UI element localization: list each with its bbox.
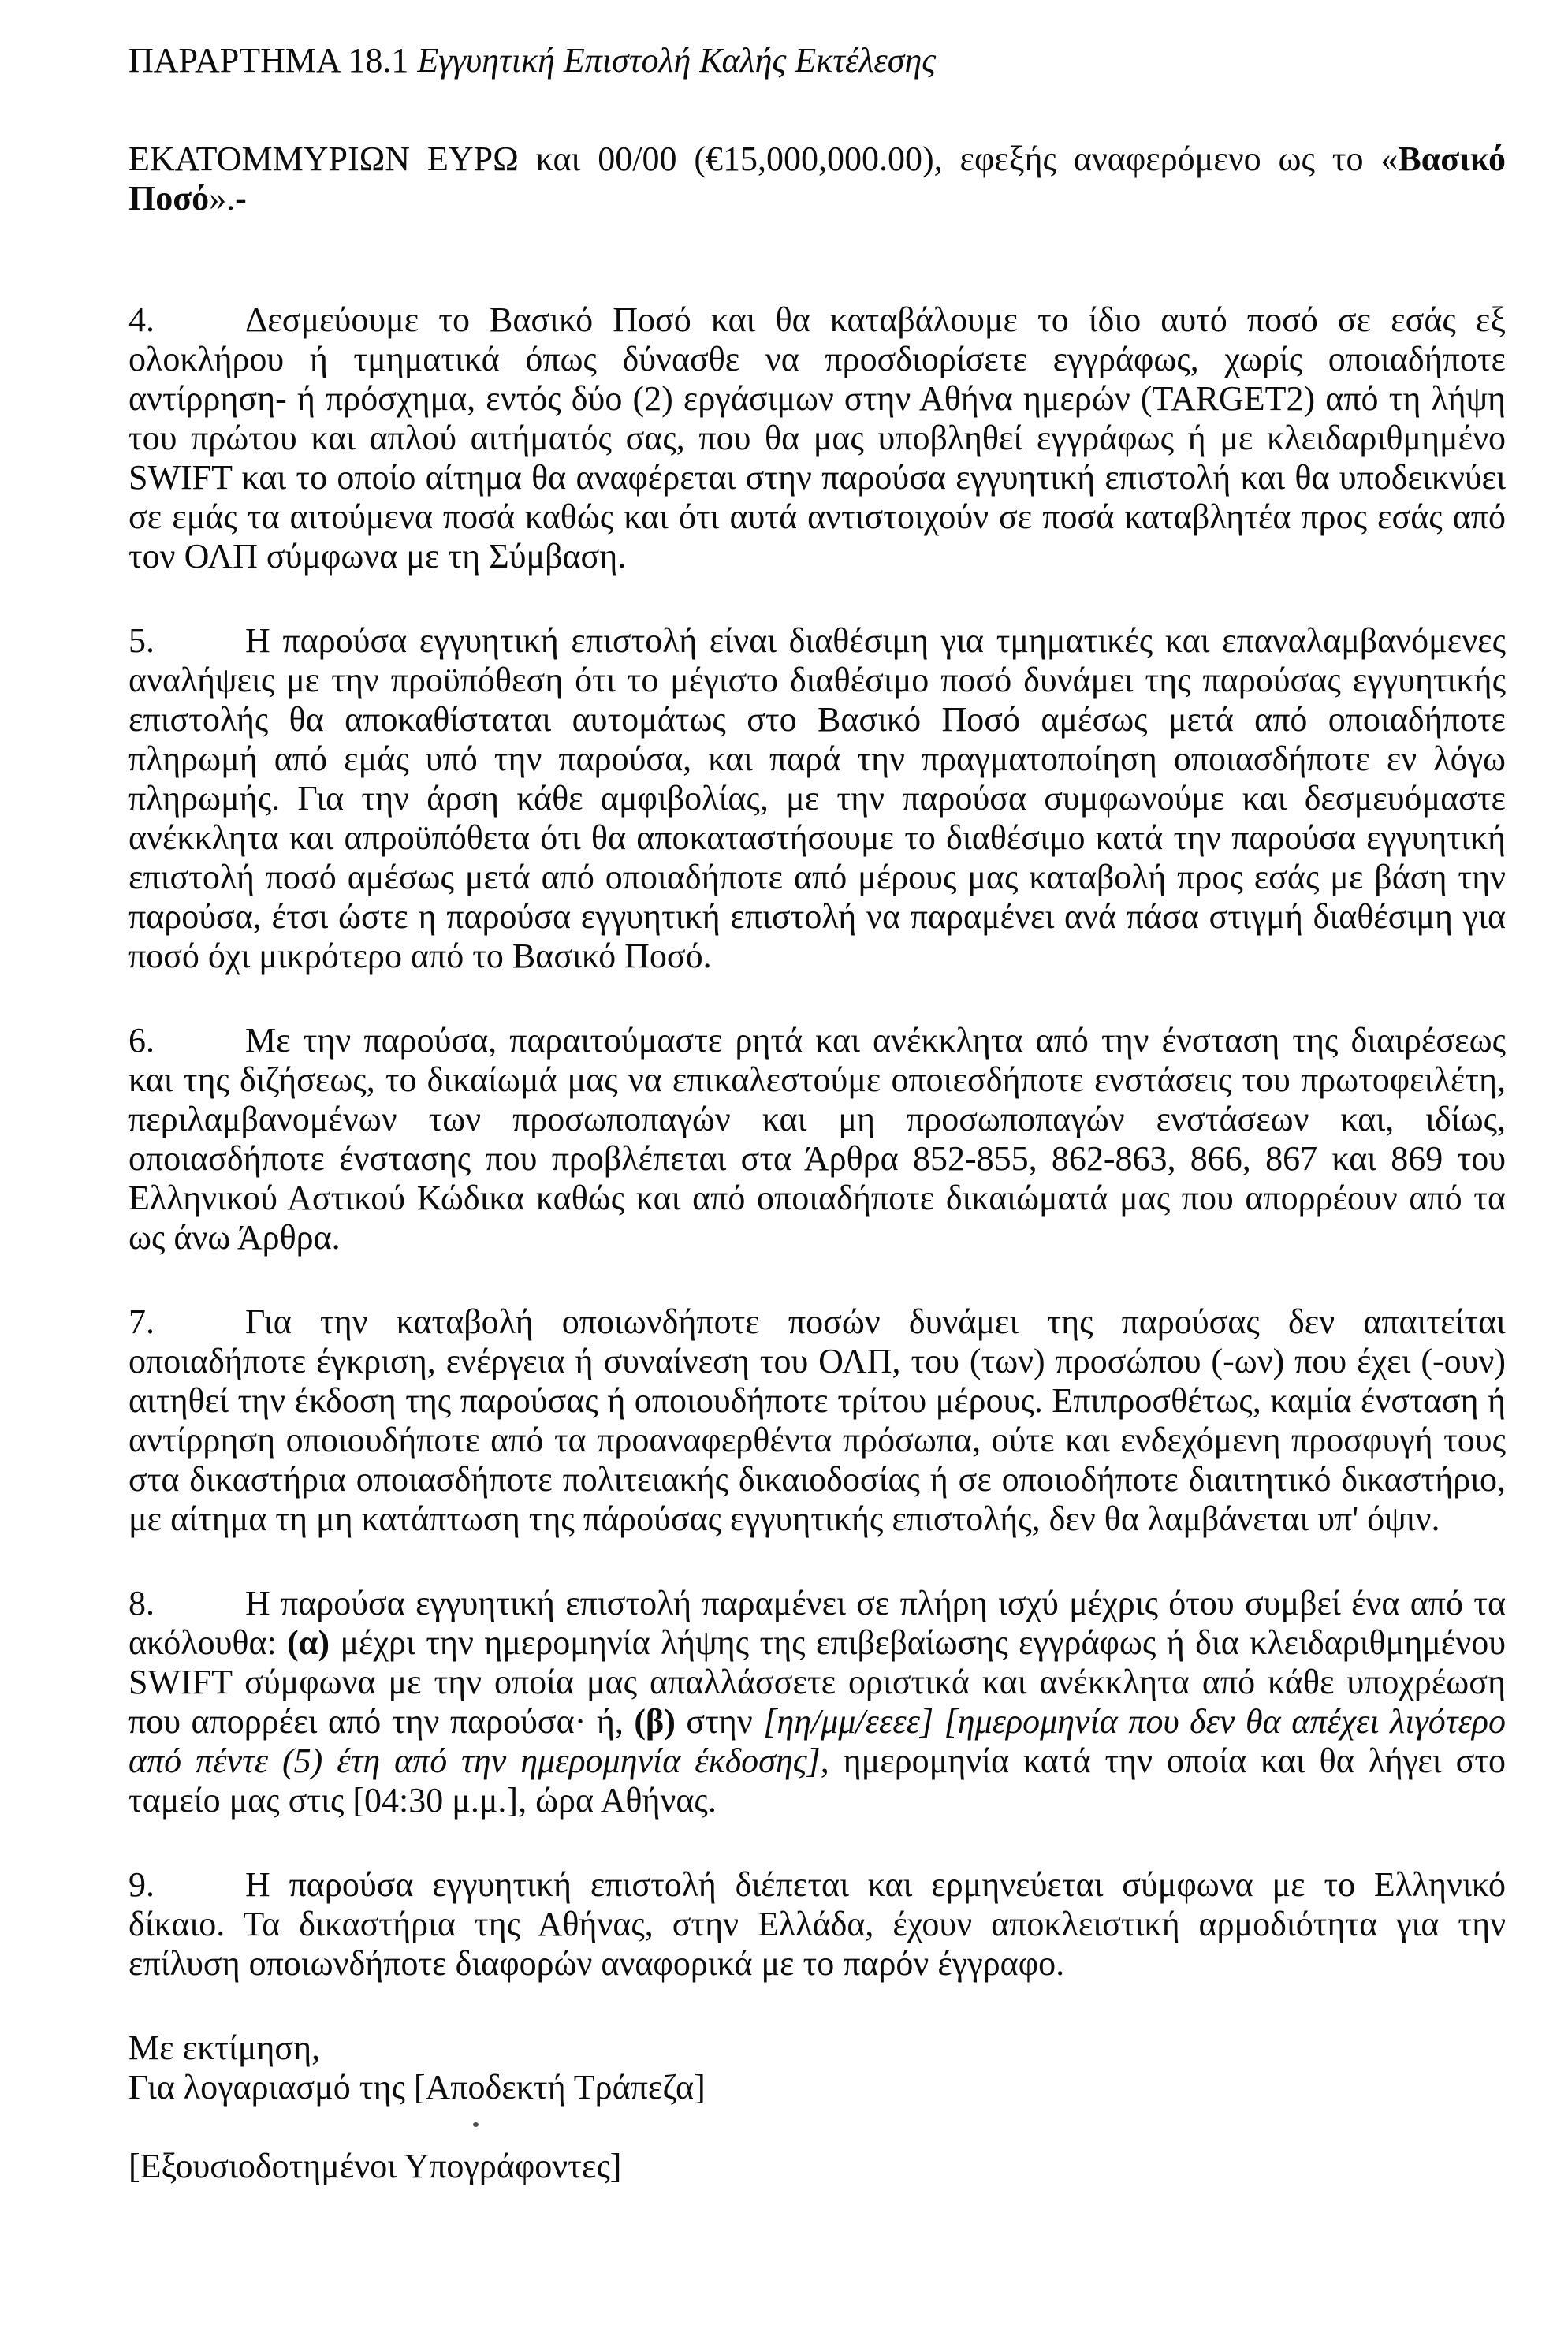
closing-signatories: [Εξουσιοδοτημένοι Υπογράφοντες]	[128, 2147, 622, 2185]
paragraph-number: 5.	[128, 621, 155, 660]
numbered-paragraph	[128, 1865, 1506, 1984]
text-segment-normal: Η παρούσα εγγυητική επιστολή παραμένει σε πλήρη ισχύ μέχρις ότου συμβεί ένα από τα ακόλουθα:	[128, 1584, 1506, 1662]
text-segment-bold: (α)	[287, 1623, 330, 1662]
closing-salutation: Με εκτίμηση,	[128, 2028, 321, 2067]
text-segment-normal: Η παρούσα εγγυητική επιστολή είναι διαθέσιμη για τμηματικές και επαναλαμβανόμενες αναλήψεις με την προϋπόθεση ότι το μέγιστο διαθέσιμο ποσό δυνάμει της παρούσας εγγυητικής επιστολής θα αποκαθίσταται αυτομάτως στο Βασικό Ποσό αμέσως μετά από οποιαδήποτε πληρωμή από εμάς υπό την παρούσα, και παρά την πραγματοποίηση οποιασδήποτε εν λόγω πληρωμής. Για την άρση κάθε αμφιβολίας, με την παρούσα συμφωνούμε και δεσμευόμαστε ανέκκλητα και απροϋπόθετα ότι θα αποκαταστήσουμε το διαθέσιμο κατά την παρούσα εγγυητική επιστολή ποσό αμέσως μετά από οποιαδήποτε από μέρους μας καταβολή προς εσάς με βάση την παρούσα, έτσι ώστε η παρούσα εγγυητική επιστολή να παραμένει ανά πάσα στιγμή διαθέσιμη για ποσό όχι μικρότερο από το Βασικό Ποσό.	[128, 621, 1506, 975]
paragraph-number: 8.	[128, 1584, 155, 1622]
text-segment-normal: ΕΚΑΤΟΜΜΥΡΙΩΝ ΕΥΡΩ και 00/00 (€15,000,000.00), εφεξής αναφερόμενο ως το «	[128, 140, 1399, 178]
paragraph-number: 6.	[128, 1021, 155, 1060]
numbered-paragraph	[128, 1021, 1506, 1257]
annex-label: ΠΑΡΑΡΤΗΜΑ 18.1	[128, 41, 409, 80]
numbered-paragraph	[128, 300, 1506, 576]
numbered-paragraph	[128, 1302, 1506, 1539]
scan-artifact-dot	[473, 2122, 479, 2127]
document-title	[128, 41, 1506, 80]
annex-title-italic: Εγγυητική Επιστολή Καλής Εκτέλεσης	[417, 41, 937, 80]
intro-paragraph	[128, 140, 1506, 218]
text-segment-bold: (β)	[634, 1702, 676, 1741]
closing-on-behalf: Για λογαριασμό της [Αποδεκτή Τράπεζα]	[128, 2068, 706, 2107]
text-segment-normal: ».-	[209, 179, 247, 218]
text-segment-normal: Η παρούσα εγγυητική επιστολή διέπεται και ερμηνεύεται σύμφωνα με το Ελληνικό δίκαιο. Τα δικαστήρια της Αθήνας, στην Ελλάδα, έχουν αποκλειστική αρμοδιότητα για την επίλυση οποιωνδήποτε διαφορών αναφορικά με το παρόν έγγραφο.	[128, 1865, 1506, 1983]
paragraphs-container	[128, 140, 1506, 1984]
document-content	[128, 41, 1506, 2186]
numbered-paragraph	[128, 1584, 1506, 1820]
text-segment-italic: [ηη/μμ/εεεε] [ημερομηνία που δεν θα απέχει λιγότερο από πέντε (5) έτη από την ημερομηνία έκδοσης]	[128, 1702, 1506, 1780]
closing-block	[128, 2028, 1506, 2186]
text-segment-bold: Βασικό Ποσό	[128, 140, 1506, 218]
text-segment-normal: Για την καταβολή οποιωνδήποτε ποσών δυνάμει της παρούσας δεν απαιτείται οποιαδήποτε έγκριση, ενέργεια ή συναίνεση του ΟΛΠ, του (των) προσώπου (-ων) που έχει (-ουν) αιτηθεί την έκδοση της παρούσας ή οποιουδήποτε τρίτου μέρους. Επιπροσθέτως, καμία ένσταση ή αντίρρηση οποιουδήποτε από τα προαναφερθέντα πρόσωπα, ούτε και ενδεχόμενη προσφυγή τους στα δικαστήρια οποιασδήποτε πολιτειακής δικαιοδοσίας ή σε οποιοδήποτε διαιτητικό δικαστήριο, με αίτημα τη μη κατάπτωση της πάρούσας εγγυητικής επιστολής, δεν θα λαμβάνεται υπ' όψιν.	[128, 1302, 1506, 1538]
text-segment-normal: Δεσμεύουμε το Βασικό Ποσό και θα καταβάλουμε το ίδιο αυτό ποσό σε εσάς εξ ολοκλήρου ή τμηματικά όπως δύνασθε να προσδιορίσετε εγγράφως, χωρίς οποιαδήποτε αντίρρηση- ή πρόσχημα, εντός δύο (2) εργάσιμων στην Αθήνα ημερών (TARGET2) από τη λήψη του πρώτου και απλού αιτήματός σας, που θα μας υποβληθεί εγγράφως ή με κλειδαριθμημένο SWIFT και το οποίο αίτημα θα αναφέρεται στην παρούσα εγγυητική επιστολή και θα υποδεικνύει σε εμάς τα αιτούμενα ποσά καθώς και ότι αυτά αντιστοιχούν σε ποσά καταβλητέα προς εσάς από τον ΟΛΠ σύμφωνα με τη Σύμβαση.	[128, 300, 1506, 576]
text-segment-normal: , ημερομηνία κατά την οποία και θα λήγει στο ταμείο μας στις [04:30 μ.μ.], ώρα Αθήνας.	[128, 1742, 1506, 1820]
paragraph-number: 9.	[128, 1865, 155, 1904]
text-segment-normal: στην	[675, 1702, 764, 1741]
text-segment-normal: Με την παρούσα, παραιτούμαστε ρητά και ανέκκλητα από την ένσταση της διαιρέσεως και της διζήσεως, το δικαίωμά μας να επικαλεστούμε οποιεσδήποτε ενστάσεις του πρωτοφειλέτη, περιλαμβανομένων των προσωποπαγών και μη προσωποπαγών ενστάσεων και, ιδίως, οποιασδήποτε ένστασης που προβλέπεται στα Άρθρα 852-855, 862-863, 866, 867 και 869 του Ελληνικού Αστικού Κώδικα καθώς και από οποιαδήποτε δικαιώματά μας που απορρέουν από τα ως άνω Άρθρα.	[128, 1021, 1506, 1257]
paragraph-number: 7.	[128, 1302, 155, 1341]
paragraph-number: 4.	[128, 300, 155, 339]
numbered-paragraph	[128, 621, 1506, 976]
text-segment-normal: μέχρι την ημερομηνία λήψης της επιβεβαίωσης εγγράφως ή δια κλειδαριθμημένου SWIFT σύμφωνα με την οποία μας απαλλάσσετε οριστικά και ανέκκλητα από κάθε υποχρέωση που απορρέει από την παρούσα· ή,	[128, 1623, 1506, 1741]
